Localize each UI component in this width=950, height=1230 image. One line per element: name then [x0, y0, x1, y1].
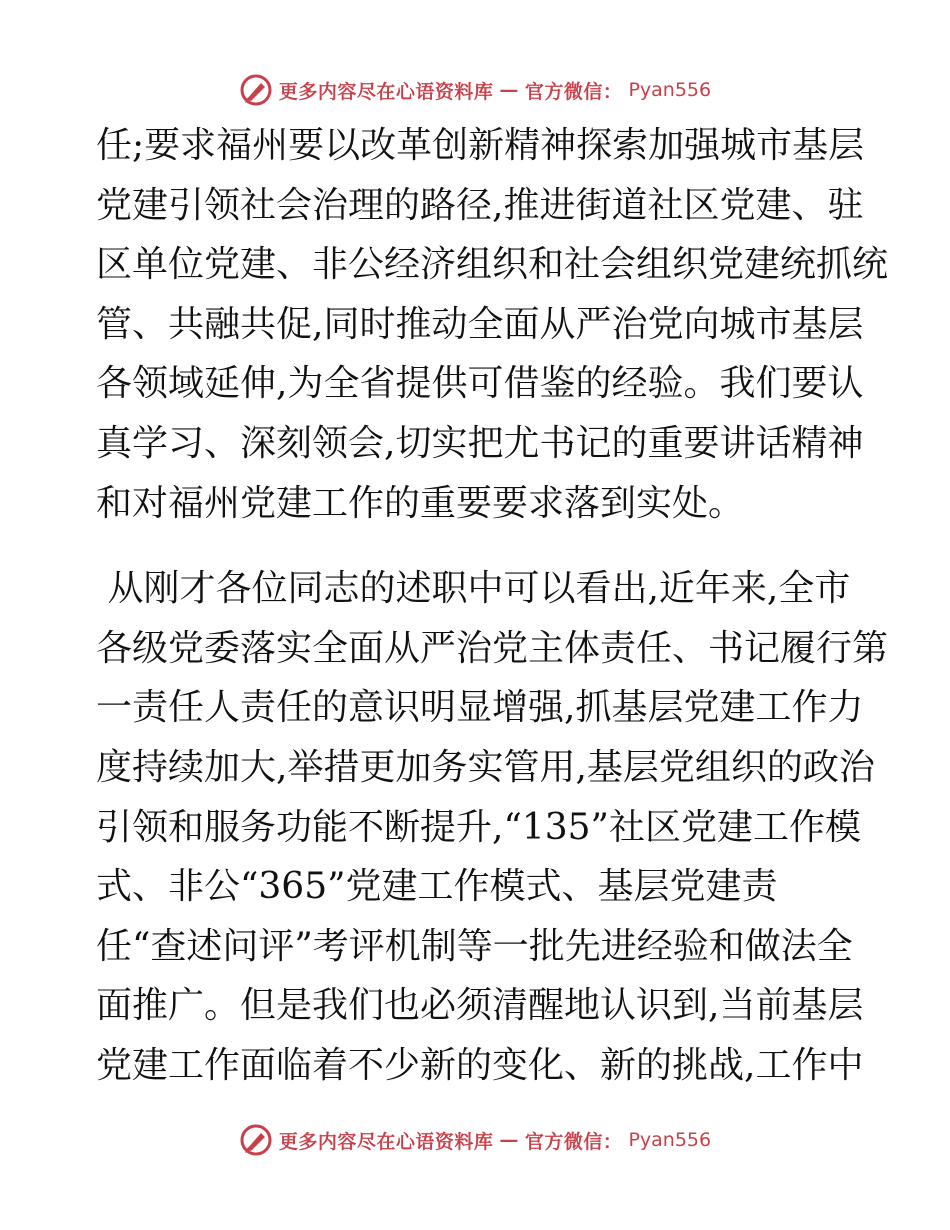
text-line: 管、共融共促,同时推动全面从严治党向城市基层 — [96, 303, 864, 345]
paragraph — [96, 559, 889, 1095]
pen-logo-icon — [239, 1123, 273, 1157]
watermark-wechat-label: 官方微信： — [524, 1130, 623, 1153]
paragraph-gap — [96, 533, 866, 559]
watermark-wechat-id: Pyan556 — [628, 79, 712, 101]
watermark-separator: — — [499, 1129, 519, 1151]
paragraph — [96, 116, 889, 533]
watermark-site-text: 更多内容尽在心语资料库 — [278, 80, 494, 103]
watermark-wechat-label: 官方微信： — [524, 80, 623, 103]
text-line: 度持续加大,举措更加务实管用,基层党组织的政治 — [96, 746, 875, 788]
text-line: 党建工作面临着不少新的变化、新的挑战,工作中 — [96, 1044, 864, 1086]
text-line: 各级党委落实全面从严治党主体责任、书记履行第 — [96, 627, 889, 669]
text-line: 和对福州党建工作的重要要求落到实处。 — [96, 482, 745, 524]
text-line: 从刚才各位同志的述职中可以看出,近年来,全市 — [96, 568, 851, 610]
header-watermark — [0, 70, 950, 110]
pen-logo-icon — [239, 73, 273, 107]
text-line: 式、非公“365”党建工作模式、基层党建责 — [96, 866, 778, 908]
text-line: 各领域延伸,为全省提供可借鉴的经验。我们要认 — [96, 363, 864, 405]
watermark-separator: — — [499, 79, 519, 101]
text-line: 引领和服务功能不断提升,“135”社区党建工作模 — [96, 806, 861, 848]
text-line: 真学习、深刻领会,切实把尤书记的重要讲话精神 — [96, 422, 864, 464]
document-body — [96, 116, 889, 1096]
text-line: 党建引领社会治理的路径,推进街道社区党建、驻 — [96, 184, 864, 226]
text-line: 任“查述问评”考评机制等一批先进经验和做法全 — [96, 925, 853, 967]
text-line: 任;要求福州要以改革创新精神探索加强城市基层 — [96, 125, 865, 166]
watermark-site-text: 更多内容尽在心语资料库 — [278, 1130, 494, 1153]
text-line: 面推广。但是我们也必须清醒地认识到,当前基层 — [96, 985, 864, 1027]
text-line: 区单位党建、非公经济组织和社会组织党建统抓统 — [96, 244, 889, 286]
text-line: 一责任人责任的意识明显增强,抓基层党建工作力 — [96, 687, 864, 729]
watermark-wechat-id: Pyan556 — [628, 1129, 712, 1151]
footer-watermark — [0, 1120, 950, 1160]
